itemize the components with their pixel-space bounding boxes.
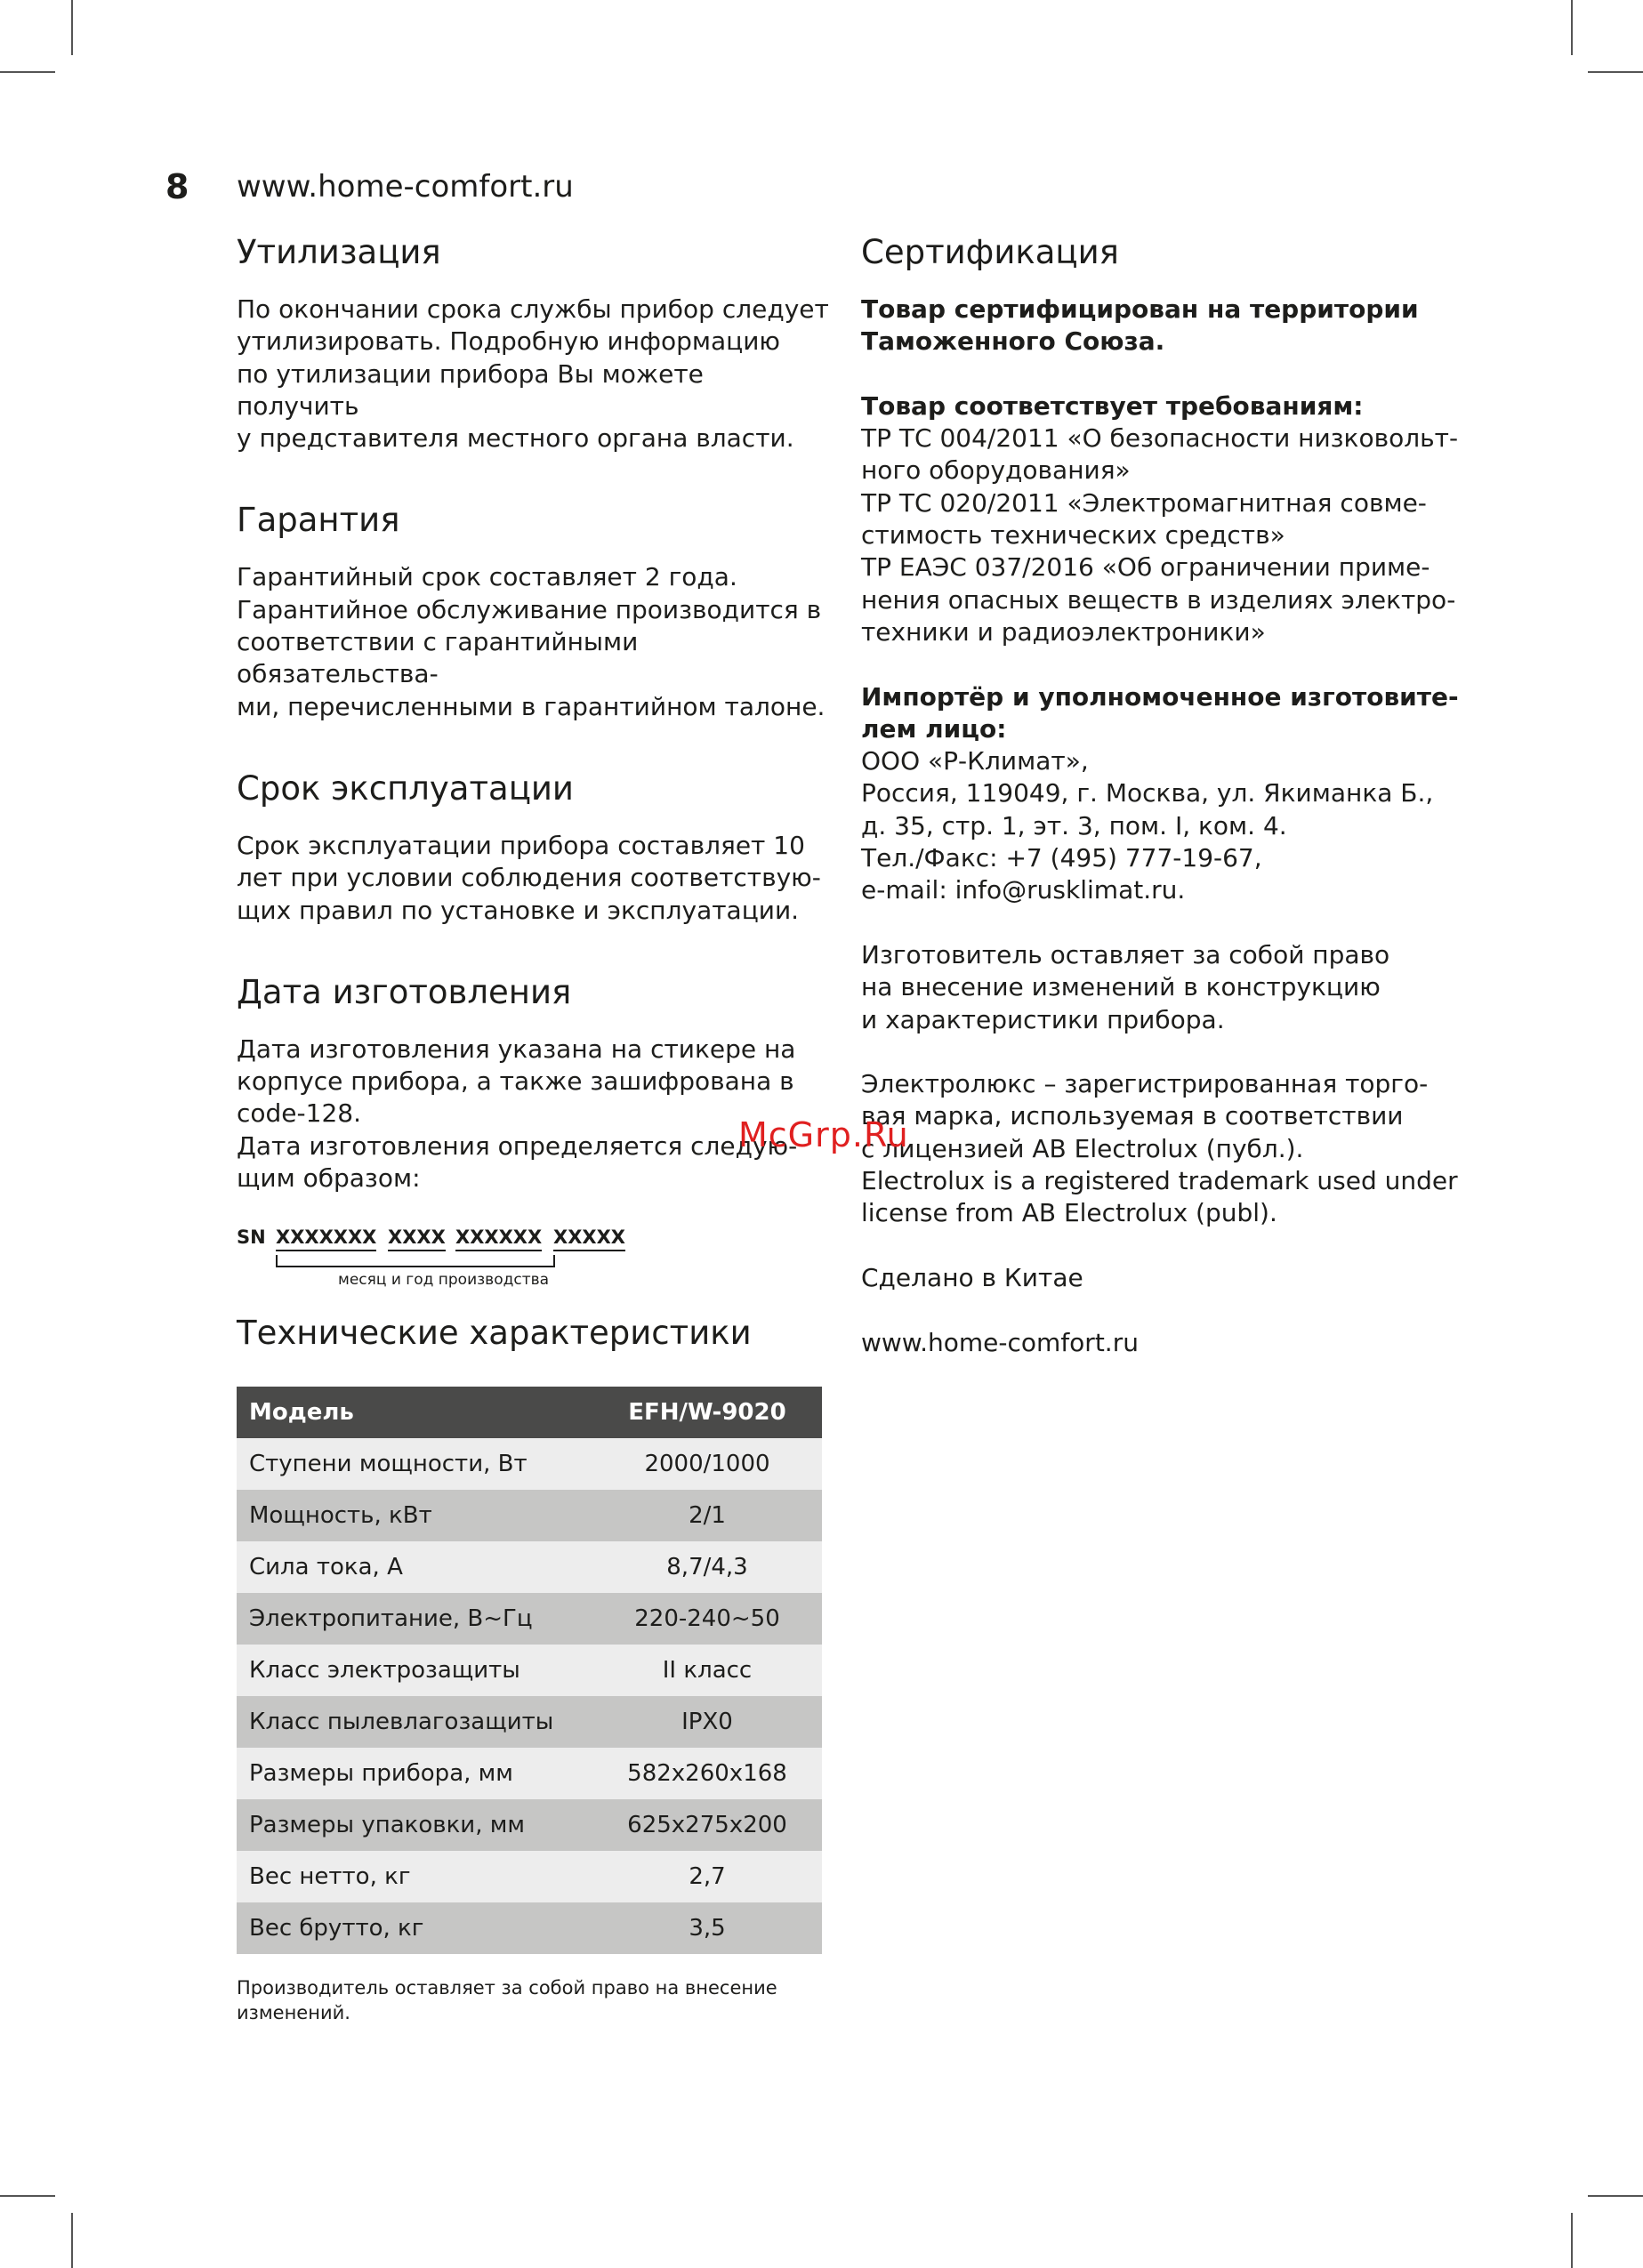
sn-group: XXXXXXX	[276, 1226, 376, 1251]
text-line: лет при условии соблюдения соответствую-	[237, 863, 821, 893]
text-line: ТР ТС 004/2011 «О безопасности низковольт-	[861, 423, 1459, 454]
text-line: д. 35, стр. 1, эт. 3, пом. I, ком. 4.	[861, 810, 1287, 840]
text-line: стимость технических средств»	[861, 520, 1285, 551]
table-row	[237, 1541, 822, 1593]
text-line: Изготовитель оставляет за собой право	[861, 939, 1390, 969]
text-line: и характеристики прибора.	[861, 1004, 1225, 1034]
table-cell: Вес нетто, кг	[237, 1851, 592, 1902]
table-header-cell: Модель	[237, 1387, 592, 1438]
warranty-text	[237, 561, 833, 722]
text-line: ТР ТС 020/2011 «Электромагнитная совме-	[861, 487, 1427, 518]
sn-group: XXXXX	[553, 1226, 625, 1251]
serial-number-format	[237, 1219, 833, 1294]
table-cell: IPX0	[592, 1696, 822, 1748]
crop-mark	[1571, 2213, 1573, 2268]
text-line: Дата изготовления указана на стикере на	[237, 1033, 796, 1064]
text-line: щих правил по установке и эксплуатации.	[237, 895, 800, 925]
text-line: Гарантийный срок составляет 2 года.	[237, 562, 737, 592]
table-cell: 2,7	[592, 1851, 822, 1902]
text-line: По окончании срока службы прибор следует	[237, 294, 829, 324]
service-life-text	[237, 830, 833, 927]
table-cell: Электропитание, В~Гц	[237, 1593, 592, 1645]
specs-title: Технические характеристики	[237, 1314, 752, 1353]
certification-text	[861, 294, 1475, 1359]
table-row	[237, 1593, 822, 1645]
header-site-url: www.home-comfort.ru	[237, 169, 574, 205]
email-line: e-mail: info@rusklimat.ru.	[861, 875, 1186, 905]
text-line: у представителя местного органа власти.	[237, 423, 794, 454]
text-line: Товар сертифицирован на территории	[861, 294, 1419, 324]
text-line: Дата изготовления определяется следую-	[237, 1130, 798, 1161]
text-line: техники и радиоэлектроники»	[861, 616, 1266, 647]
footer-site-url: www.home-comfort.ru	[861, 1327, 1139, 1357]
crop-mark	[71, 0, 73, 55]
text-line: с лицензией AB Electrolux (публ.).	[861, 1133, 1304, 1163]
table-cell: Сила тока, А	[237, 1541, 592, 1593]
table-row	[237, 1748, 822, 1799]
table-row	[237, 1696, 822, 1748]
table-row	[237, 1851, 822, 1902]
text-line: нения опасных веществ в изделиях электро-	[861, 584, 1456, 615]
specs-footnote	[237, 1975, 833, 2025]
specs-table	[237, 1387, 822, 1954]
table-row	[237, 1490, 822, 1541]
text-line: утилизировать. Подробную информацию	[237, 326, 780, 357]
text-line: Таможенного Союза.	[861, 326, 1165, 357]
sn-label: SN	[237, 1226, 266, 1249]
watermark: McGrp.Ru	[738, 1115, 909, 1154]
table-cell: Вес брутто, кг	[237, 1902, 592, 1954]
sn-bracket	[276, 1255, 555, 1267]
utilization-text	[237, 294, 833, 454]
manufacture-date-text	[237, 1033, 833, 1194]
table-cell: Класс электрозащиты	[237, 1645, 592, 1696]
text-line: по утилизации прибора Вы можете получить	[237, 358, 704, 421]
crop-mark	[71, 2213, 73, 2268]
text-line: Импортёр и уполномоченное изготовите-	[861, 681, 1459, 712]
text-line: соответствии с гарантийными обязательства-	[237, 627, 639, 689]
service-life-title: Срок эксплуатации	[237, 768, 574, 808]
table-cell: Класс пылевлагозащиты	[237, 1696, 592, 1748]
made-in-text: Сделано в Китае	[861, 1262, 1083, 1292]
text-line: корпусе прибора, а также зашифрована в	[237, 1066, 794, 1097]
text-line: Электролюкс – зарегистрированная торго-	[861, 1069, 1429, 1099]
table-cell: 220-240~50	[592, 1593, 822, 1645]
table-cell: Ступени мощности, Вт	[237, 1438, 592, 1490]
table-row	[237, 1799, 822, 1851]
text-line: лем лицо:	[861, 713, 1007, 744]
text-line: Тел./Факс: +7 (495) 777-19-67,	[861, 843, 1262, 873]
text-line: code-128.	[237, 1098, 361, 1129]
text-line: вая марка, используемая в соответствии	[861, 1101, 1404, 1131]
right-column	[861, 229, 1475, 1359]
sn-group-month-year: XXXX	[388, 1226, 446, 1251]
crop-mark	[1571, 0, 1573, 55]
text-line: щим образом:	[237, 1163, 421, 1194]
text-line: Electrolux is a registered trademark used under	[861, 1166, 1458, 1196]
text-line: ООО «Р-Климат»,	[861, 746, 1089, 776]
text-line: ми, перечисленными в гарантийном талоне.	[237, 691, 826, 721]
crop-mark	[1588, 71, 1643, 73]
table-cell: 582x260x168	[592, 1748, 822, 1799]
text-line: Россия, 119049, г. Москва, ул. Якиманка Б.,	[861, 778, 1434, 808]
table-cell: II класс	[592, 1645, 822, 1696]
text-line: Срок эксплуатации прибора составляет 10	[237, 830, 805, 860]
text-line: license from AB Electrolux (publ).	[861, 1198, 1277, 1228]
text-line: ТР ЕАЭС 037/2016 «Об ограничении приме-	[861, 552, 1430, 583]
table-cell: 2000/1000	[592, 1438, 822, 1490]
utilization-title: Утилизация	[237, 233, 441, 271]
table-cell: 3,5	[592, 1902, 822, 1954]
table-cell: 8,7/4,3	[592, 1541, 822, 1593]
table-cell: Мощность, кВт	[237, 1490, 592, 1541]
crop-mark	[0, 71, 55, 73]
text-line: на внесение изменений в конструкцию	[861, 972, 1381, 1002]
text-line: Товар соответствует требованиям:	[861, 390, 1364, 421]
table-header-row	[237, 1387, 822, 1438]
text-line: изменений.	[237, 2002, 350, 2024]
table-cell: Размеры упаковки, мм	[237, 1799, 592, 1851]
text-line: Производитель оставляет за собой право на внесение	[237, 1977, 777, 1999]
table-cell: Размеры прибора, мм	[237, 1748, 592, 1799]
crop-mark	[1588, 2195, 1643, 2197]
table-row	[237, 1902, 822, 1954]
warranty-title: Гарантия	[237, 501, 400, 540]
text-line: Гарантийное обслуживание производится в	[237, 594, 822, 624]
manufacture-date-title: Дата изготовления	[237, 972, 572, 1011]
crop-mark	[0, 2195, 55, 2197]
table-header-cell: EFH/W-9020	[592, 1387, 822, 1438]
table-row	[237, 1645, 822, 1696]
table-cell: 625x275x200	[592, 1799, 822, 1851]
table-cell: 2/1	[592, 1490, 822, 1541]
sn-caption: месяц и год производства	[338, 1271, 550, 1290]
sn-group: XXXXXX	[455, 1226, 542, 1251]
table-row	[237, 1438, 822, 1490]
text-line: ного оборудования»	[861, 455, 1131, 486]
page-number: 8	[165, 167, 189, 206]
certification-title: Сертификация	[861, 233, 1119, 271]
